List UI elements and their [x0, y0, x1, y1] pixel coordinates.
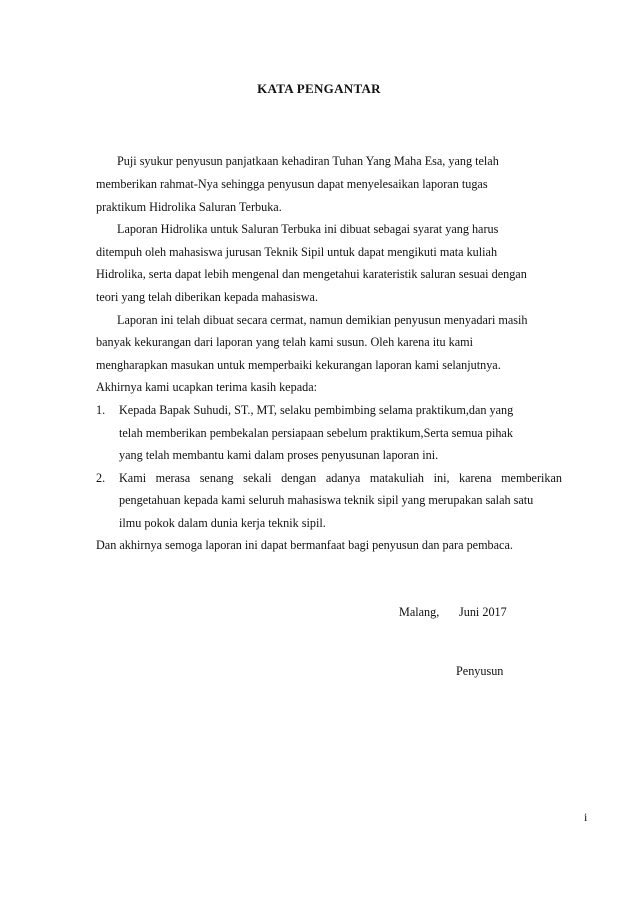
list-item-1-line-1: Kepada Bapak Suhudi, ST., MT, selaku pembimbing selama praktikum,dan yang	[119, 403, 514, 417]
list-item-2-line-3: ilmu pokok dalam dunia kerja teknik sipil.	[119, 516, 326, 530]
signoff-signer: Penyusun	[456, 664, 504, 678]
list-item-2-number: 2.	[96, 471, 106, 485]
list-item-1-number: 1.	[96, 403, 106, 417]
para2-line-1: Laporan Hidrolika untuk Saluran Terbuka ini dibuat sebagai syarat yang harus	[117, 222, 499, 236]
para3-line-1: Laporan ini telah dibuat secara cermat, namun demikian penyusun menyadari masih	[117, 313, 528, 327]
para1-line-2: memberikan rahmat-Nya sehingga penyusun dapat menyelesaikan laporan tugas	[96, 177, 488, 191]
list-item-1-line-2: telah memberikan pembekalan persiapaan sebelum praktikum,Serta semua pihak	[119, 426, 513, 440]
para1-line-3: praktikum Hidrolika Saluran Terbuka.	[96, 200, 282, 214]
para2-line-2: ditempuh oleh mahasiswa jurusan Teknik Sipil untuk dapat mengikuti mata kuliah	[96, 245, 498, 259]
closing-line: Dan akhirnya semoga laporan ini dapat bermanfaat bagi penyusun dan para pembaca.	[96, 538, 513, 552]
page-number: i	[584, 810, 588, 824]
para3-line-4: Akhirnya kami ucapkan terima kasih kepada:	[96, 380, 317, 394]
page-title: KATA PENGANTAR	[257, 81, 381, 96]
signoff-date: Juni 2017	[459, 605, 507, 619]
para3-line-3: mengharapkan masukan untuk memperbaiki kekurangan laporan kami selanjutnya.	[96, 358, 501, 372]
list-item-2-line-1: Kami merasa senang sekali dengan adanya matakuliah ini, karena memberikan	[119, 471, 562, 485]
para1-line-1: Puji syukur penyusun panjatkaan kehadiran Tuhan Yang Maha Esa, yang telah	[117, 154, 499, 168]
para2-line-4: teori yang telah diberikan kepada mahasiswa.	[96, 290, 318, 304]
signoff-place: Malang,	[399, 605, 440, 619]
para2-line-3: Hidrolika, serta dapat lebih mengenal dan mengetahui karateristik saluran sesuai dengan	[96, 267, 527, 281]
para3-line-2: banyak kekurangan dari laporan yang telah kami susun. Oleh karena itu kami	[96, 335, 474, 349]
list-item-1-line-3: yang telah membantu kami dalam proses penyusunan laporan ini.	[119, 448, 439, 462]
list-item-2-line-2: pengetahuan kepada kami seluruh mahasiswa teknik sipil yang merupakan salah satu	[119, 493, 534, 507]
